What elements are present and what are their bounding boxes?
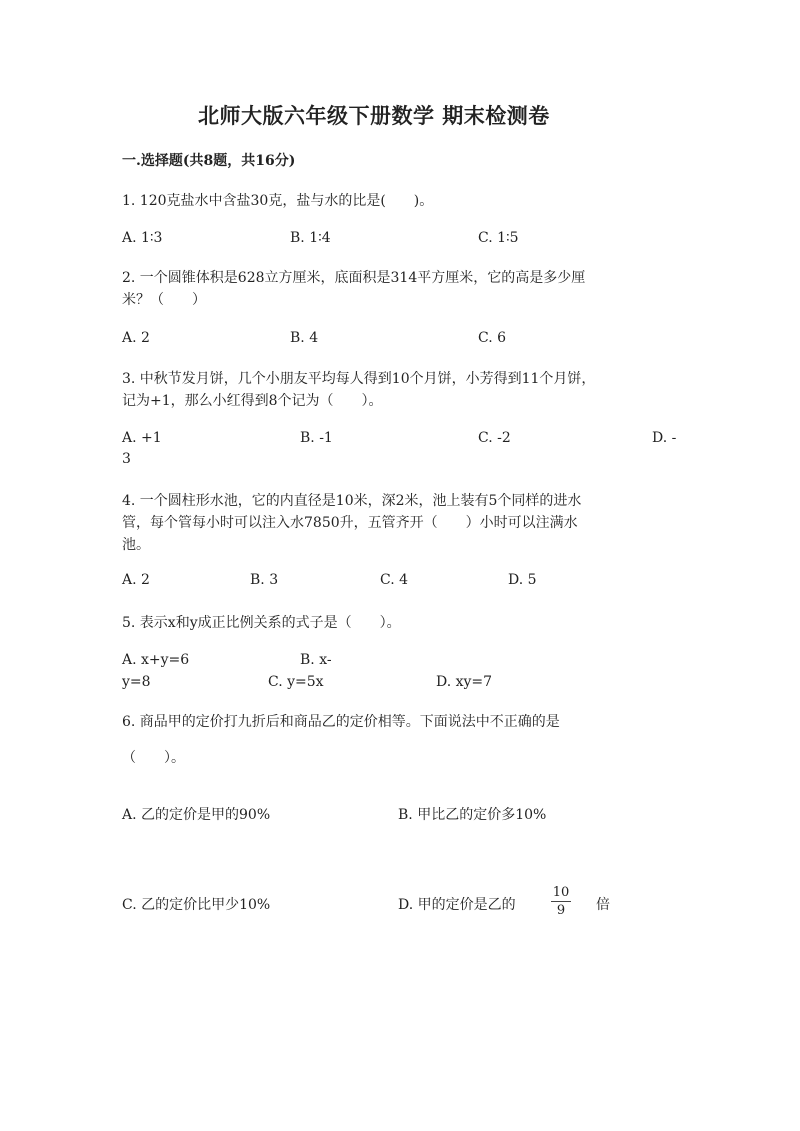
question-6-option-b[interactable]: B. 甲比乙的定价多10% (398, 807, 547, 823)
question-4-option-b[interactable]: B. 3 (250, 572, 279, 588)
question-5-option-d[interactable]: D. xy=7 (436, 674, 493, 690)
question-3-option-a[interactable]: A. +1 (122, 430, 162, 446)
section-heading: 一.选择题(共8题，共16分) (122, 153, 296, 169)
question-2-option-a[interactable]: A. 2 (122, 330, 150, 346)
question-4-text-line3: 池。 (122, 537, 150, 553)
question-3-text-line2: 记为+1，那么小红得到8个记为（ ）。 (122, 393, 383, 409)
question-6-fraction (551, 885, 571, 918)
question-1-text: 1. 120克盐水中含盐30克，盐与水的比是( )。 (122, 193, 434, 209)
question-5-option-b-wrap: y=8 (122, 674, 151, 690)
question-3-text-line1: 3. 中秋节发月饼，几个小朋友平均每人得到10个月饼，小芳得到11个月饼， (122, 371, 596, 387)
question-6-option-d[interactable]: D. 甲的定价是乙的 (398, 897, 516, 913)
question-4-text-line1: 4. 一个圆柱形水池，它的内直径是10米，深2米，池上装有5个同样的进水 (122, 493, 582, 509)
question-3-option-b[interactable]: B. -1 (300, 430, 333, 446)
question-2-text-line1: 2. 一个圆锥体积是628立方厘米，底面积是314平方厘米，它的高是多少厘 (122, 270, 586, 286)
fraction-numerator: 10 (552, 885, 570, 900)
question-6-text-line1: 6. 商品甲的定价打九折后和商品乙的定价相等。下面说法中不正确的是 (122, 714, 560, 730)
question-6-option-c[interactable]: C. 乙的定价比甲少10% (122, 897, 271, 913)
fraction-bar (551, 901, 571, 902)
question-2-option-b[interactable]: B. 4 (290, 330, 319, 346)
question-1-option-c[interactable]: C. 1∶5 (478, 230, 519, 246)
question-4-option-a[interactable]: A. 2 (122, 572, 150, 588)
question-4-option-d[interactable]: D. 5 (508, 572, 537, 588)
question-5-option-b[interactable]: B. x- (300, 652, 332, 668)
question-6-option-d-suffix: 倍 (596, 897, 610, 913)
question-2-option-c[interactable]: C. 6 (478, 330, 507, 346)
question-6-option-a[interactable]: A. 乙的定价是甲的90% (122, 807, 271, 823)
fraction-denominator: 9 (556, 903, 566, 918)
question-5-option-c[interactable]: C. y=5x (268, 674, 324, 690)
question-4-option-c[interactable]: C. 4 (380, 572, 409, 588)
question-3-option-c[interactable]: C. -2 (478, 430, 511, 446)
question-5-text: 5. 表示x和y成正比例关系的式子是（ ）。 (122, 615, 401, 631)
question-1-option-b[interactable]: B. 1∶4 (290, 230, 331, 246)
question-3-option-d-wrap: 3 (122, 451, 131, 467)
question-4-text-line2: 管，每个管每小时可以注入水7850升，五管齐开（ ）小时可以注满水 (122, 515, 578, 531)
question-1-option-a[interactable]: A. 1∶3 (122, 230, 163, 246)
question-6-text-line2: （ ）。 (122, 750, 185, 766)
page-title: 北师大版六年级下册数学 期末检测卷 (198, 103, 550, 128)
question-5-option-a[interactable]: A. x+y=6 (122, 652, 190, 668)
question-3-option-d[interactable]: D. - (652, 430, 677, 446)
question-2-text-line2: 米？（ ） (122, 292, 206, 308)
